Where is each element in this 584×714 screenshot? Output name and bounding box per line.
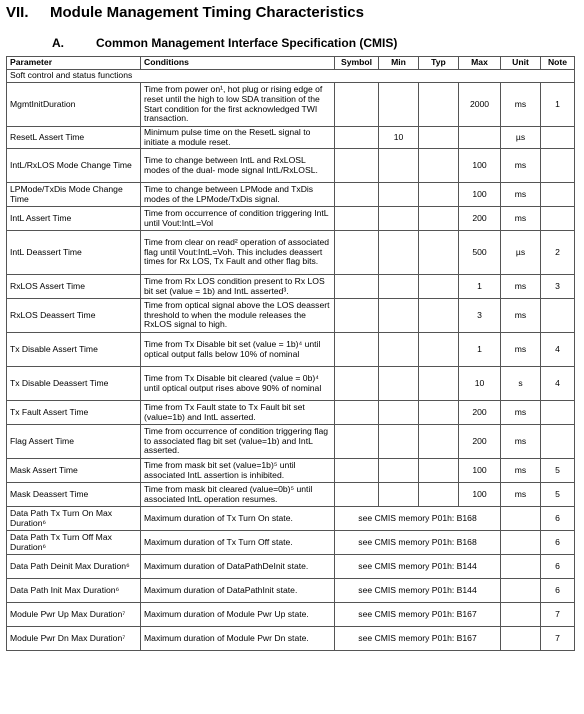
cell-min	[379, 401, 419, 425]
section-row	[7, 70, 575, 83]
cell-typ	[419, 299, 459, 333]
cell-memory-reference: see CMIS memory P01h: B168	[335, 531, 501, 555]
cell-unit: ms	[501, 183, 541, 207]
cell-min	[379, 459, 419, 483]
cell-note	[541, 183, 575, 207]
cell-parameter: Tx Fault Assert Time	[7, 401, 141, 425]
cell-conditions: Time to change between IntL and RxLOSL modes of the dual- mode signal IntL/RxLOSL.	[141, 149, 335, 183]
section-number: VII.	[6, 4, 29, 21]
cell-symbol	[335, 367, 379, 401]
cell-symbol	[335, 207, 379, 231]
section-heading	[6, 4, 364, 21]
cell-note: 6	[541, 579, 575, 603]
cell-conditions: Time from occurrence of condition triggering IntL until Vout:IntL=Vol	[141, 207, 335, 231]
cell-conditions: Time from optical signal above the LOS deassert threshold to when the module releases the RxLOS signal to high.	[141, 299, 335, 333]
table-header-row	[7, 57, 575, 70]
table-row	[7, 333, 575, 367]
cell-symbol	[335, 83, 379, 127]
cell-symbol	[335, 275, 379, 299]
cell-note: 1	[541, 83, 575, 127]
cell-min	[379, 149, 419, 183]
cell-unit: ms	[501, 333, 541, 367]
cell-typ	[419, 425, 459, 459]
cell-typ	[419, 207, 459, 231]
cell-note	[541, 207, 575, 231]
cell-symbol	[335, 483, 379, 507]
cell-unit	[501, 507, 541, 531]
cell-memory-reference: see CMIS memory P01h: B144	[335, 579, 501, 603]
cell-parameter: Mask Assert Time	[7, 459, 141, 483]
header-min: Min	[379, 57, 419, 70]
cell-max: 100	[459, 149, 501, 183]
cell-parameter: Tx Disable Deassert Time	[7, 367, 141, 401]
cell-conditions: Time from occurrence of condition triggering flag to associated flag bit set (value=1b) and IntL asserted.	[141, 425, 335, 459]
cell-note	[541, 127, 575, 149]
cell-conditions: Time to change between LPMode and TxDis modes of the LPMode/TxDis signal.	[141, 183, 335, 207]
cell-unit: ms	[501, 483, 541, 507]
cell-note: 6	[541, 555, 575, 579]
cell-note	[541, 149, 575, 183]
cell-note: 7	[541, 627, 575, 651]
cell-max: 1	[459, 333, 501, 367]
cell-min	[379, 299, 419, 333]
table-row	[7, 483, 575, 507]
cell-typ	[419, 459, 459, 483]
cell-parameter: RxLOS Deassert Time	[7, 299, 141, 333]
cell-parameter: Data Path Tx Turn On Max Duration⁶	[7, 507, 141, 531]
table-row	[7, 149, 575, 183]
cell-unit	[501, 603, 541, 627]
table-row	[7, 425, 575, 459]
table-row	[7, 367, 575, 401]
cell-conditions: Maximum duration of Tx Turn Off state.	[141, 531, 335, 555]
cell-unit: µs	[501, 231, 541, 275]
table-row	[7, 183, 575, 207]
cell-parameter: LPMode/TxDis Mode Change Time	[7, 183, 141, 207]
cell-min	[379, 207, 419, 231]
table-row	[7, 83, 575, 127]
cell-parameter: Data Path Deinit Max Duration⁶	[7, 555, 141, 579]
subsection-letter: A.	[52, 36, 64, 50]
cell-min	[379, 483, 419, 507]
cell-note: 7	[541, 603, 575, 627]
cell-unit	[501, 555, 541, 579]
cell-note: 5	[541, 483, 575, 507]
table-row	[7, 231, 575, 275]
cell-parameter: Flag Assert Time	[7, 425, 141, 459]
table-row	[7, 459, 575, 483]
cell-conditions: Time from Tx Disable bit set (value = 1b)⁴ until optical output falls below 10% of nominal	[141, 333, 335, 367]
cell-note: 2	[541, 231, 575, 275]
cell-parameter: RxLOS Assert Time	[7, 275, 141, 299]
header-typ: Typ	[419, 57, 459, 70]
cell-conditions: Maximum duration of DataPathDeInit state.	[141, 555, 335, 579]
cell-max: 100	[459, 459, 501, 483]
cell-min	[379, 231, 419, 275]
cell-symbol	[335, 425, 379, 459]
cell-max: 200	[459, 401, 501, 425]
cell-unit: µs	[501, 127, 541, 149]
cell-symbol	[335, 299, 379, 333]
cell-max: 100	[459, 483, 501, 507]
cell-typ	[419, 127, 459, 149]
cell-parameter: ResetL Assert Time	[7, 127, 141, 149]
cell-conditions: Time from Tx Fault state to Tx Fault bit set (value=1b) and IntL asserted.	[141, 401, 335, 425]
cell-note: 6	[541, 531, 575, 555]
table-row	[7, 603, 575, 627]
cell-min	[379, 183, 419, 207]
cell-min: 10	[379, 127, 419, 149]
cell-memory-reference: see CMIS memory P01h: B167	[335, 603, 501, 627]
cell-typ	[419, 483, 459, 507]
cell-unit	[501, 531, 541, 555]
cell-max: 2000	[459, 83, 501, 127]
cell-parameter: Data Path Tx Turn Off Max Duration⁶	[7, 531, 141, 555]
cell-parameter: IntL Deassert Time	[7, 231, 141, 275]
cell-parameter: IntL/RxLOS Mode Change Time	[7, 149, 141, 183]
table-row	[7, 555, 575, 579]
cell-memory-reference: see CMIS memory P01h: B168	[335, 507, 501, 531]
cell-typ	[419, 231, 459, 275]
cell-note: 4	[541, 367, 575, 401]
cell-max: 200	[459, 207, 501, 231]
table-row	[7, 401, 575, 425]
cell-parameter: Tx Disable Assert Time	[7, 333, 141, 367]
header-unit: Unit	[501, 57, 541, 70]
section-label: Soft control and status functions	[7, 70, 575, 83]
cell-unit: s	[501, 367, 541, 401]
cell-symbol	[335, 401, 379, 425]
cell-typ	[419, 149, 459, 183]
cell-parameter: Data Path Init Max Duration⁶	[7, 579, 141, 603]
cell-conditions: Time from mask bit cleared (value=0b)⁵ until associated IntL operation resumes.	[141, 483, 335, 507]
cell-symbol	[335, 459, 379, 483]
cell-typ	[419, 275, 459, 299]
cell-memory-reference: see CMIS memory P01h: B144	[335, 555, 501, 579]
cell-unit: ms	[501, 425, 541, 459]
cell-conditions: Maximum duration of Tx Turn On state.	[141, 507, 335, 531]
subsection-title: Common Management Interface Specification (CMIS)	[96, 36, 398, 50]
header-note: Note	[541, 57, 575, 70]
cell-symbol	[335, 231, 379, 275]
cell-unit	[501, 579, 541, 603]
cell-conditions: Maximum duration of Module Pwr Dn state.	[141, 627, 335, 651]
cell-conditions: Maximum duration of DataPathInit state.	[141, 579, 335, 603]
cell-unit: ms	[501, 83, 541, 127]
cell-min	[379, 425, 419, 459]
cell-unit: ms	[501, 149, 541, 183]
cell-typ	[419, 83, 459, 127]
cell-note: 3	[541, 275, 575, 299]
cell-unit: ms	[501, 459, 541, 483]
table-row	[7, 275, 575, 299]
cell-min	[379, 367, 419, 401]
cell-max: 200	[459, 425, 501, 459]
table-row	[7, 579, 575, 603]
table-row	[7, 299, 575, 333]
cell-max: 100	[459, 183, 501, 207]
cell-max: 10	[459, 367, 501, 401]
cell-conditions: Time from Tx Disable bit cleared (value = 0b)⁴ until optical output rises above 90% of nominal	[141, 367, 335, 401]
cell-symbol	[335, 183, 379, 207]
cell-conditions: Time from mask bit set (value=1b)⁵ until associated IntL assertion is inhibited.	[141, 459, 335, 483]
cell-max: 3	[459, 299, 501, 333]
cell-max: 1	[459, 275, 501, 299]
cell-typ	[419, 401, 459, 425]
cell-unit	[501, 627, 541, 651]
cell-conditions: Time from clear on read² operation of associated flag until Vout:IntL=Voh. This includes deassert times for Rx LOS, Tx Fault and other flag bits.	[141, 231, 335, 275]
cell-note	[541, 425, 575, 459]
cell-conditions: Minimum pulse time on the ResetL signal to initiate a module reset.	[141, 127, 335, 149]
section-title: Module Management Timing Characteristics	[50, 4, 364, 21]
cell-note: 6	[541, 507, 575, 531]
cell-unit: ms	[501, 207, 541, 231]
cell-note	[541, 401, 575, 425]
table-row	[7, 207, 575, 231]
cell-parameter: Module Pwr Up Max Duration⁷	[7, 603, 141, 627]
cell-unit: ms	[501, 275, 541, 299]
cell-parameter: MgmtInitDuration	[7, 83, 141, 127]
table-row	[7, 531, 575, 555]
cell-conditions: Time from power on¹, hot plug or rising edge of reset until the high to low SDA transition of the Start condition for the first acknowledged TWI transaction.	[141, 83, 335, 127]
table-row	[7, 127, 575, 149]
cell-note	[541, 299, 575, 333]
cell-unit: ms	[501, 299, 541, 333]
header-max: Max	[459, 57, 501, 70]
header-parameter: Parameter	[7, 57, 141, 70]
table-row	[7, 507, 575, 531]
timing-table	[6, 56, 575, 651]
header-conditions: Conditions	[141, 57, 335, 70]
cell-max: 500	[459, 231, 501, 275]
cell-max	[459, 127, 501, 149]
cell-parameter: Mask Deassert Time	[7, 483, 141, 507]
cell-min	[379, 333, 419, 367]
cell-symbol	[335, 127, 379, 149]
header-symbol: Symbol	[335, 57, 379, 70]
cell-min	[379, 83, 419, 127]
cell-memory-reference: see CMIS memory P01h: B167	[335, 627, 501, 651]
cell-unit: ms	[501, 401, 541, 425]
subsection-heading	[52, 36, 397, 50]
cell-symbol	[335, 149, 379, 183]
cell-parameter: IntL Assert Time	[7, 207, 141, 231]
cell-note: 4	[541, 333, 575, 367]
cell-symbol	[335, 333, 379, 367]
cell-conditions: Time from Rx LOS condition present to Rx LOS bit set (value = 1b) and IntL asserted³.	[141, 275, 335, 299]
table-row	[7, 627, 575, 651]
cell-typ	[419, 333, 459, 367]
cell-typ	[419, 367, 459, 401]
cell-min	[379, 275, 419, 299]
cell-conditions: Maximum duration of Module Pwr Up state.	[141, 603, 335, 627]
cell-parameter: Module Pwr Dn Max Duration⁷	[7, 627, 141, 651]
cell-note: 5	[541, 459, 575, 483]
cell-typ	[419, 183, 459, 207]
